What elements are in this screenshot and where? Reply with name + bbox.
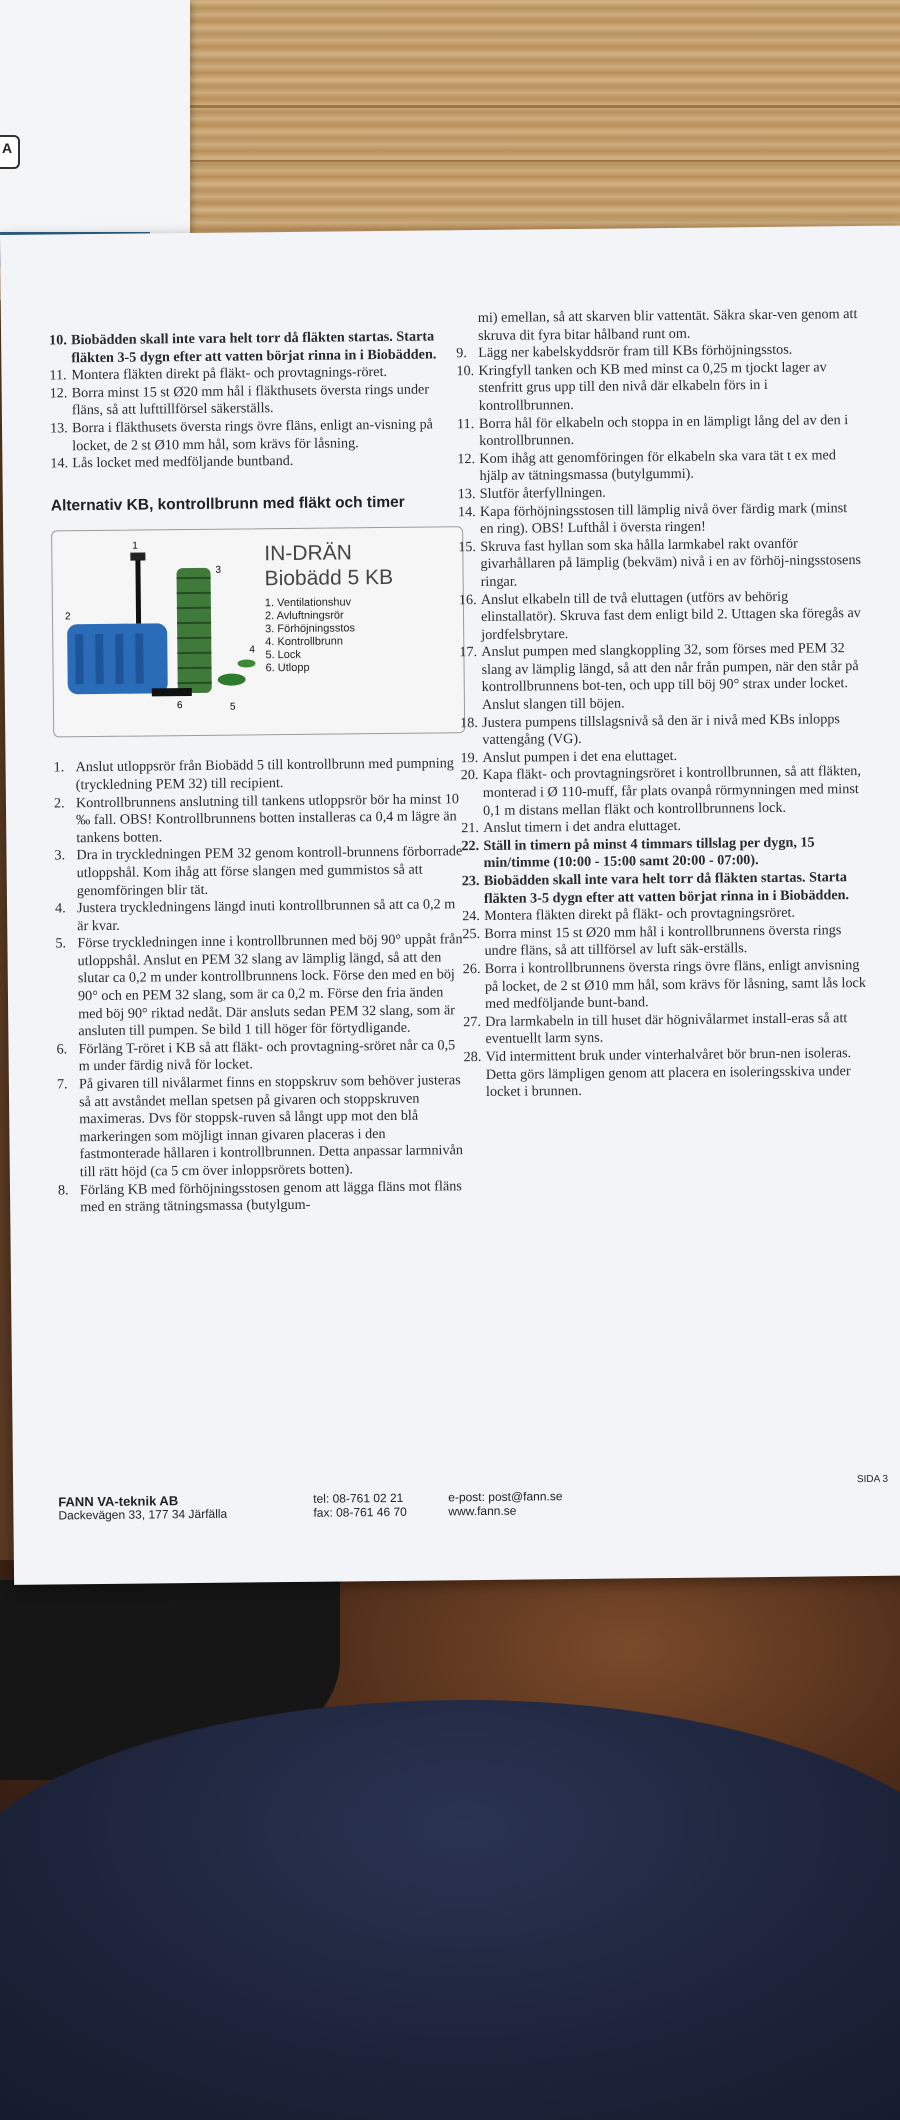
- list-item-text: Anslut pumpen i det ena eluttaget.: [482, 747, 678, 766]
- list-item-text: Anslut elkabeln till de två eluttagen (utförs av behörig elinstallatör). Skruva fast dem enligt bild 2. Uttagen ska föregås av jordfelsbrytare.: [480, 588, 861, 643]
- callout-number: 4: [249, 644, 255, 656]
- list-item-text: Borra minst 15 st Ø20 mm hål i fläkthusets översta rings under fläns, så att lufttillförsel säkerställs.: [71, 381, 430, 419]
- manual-page: [0, 226, 900, 1585]
- list-item: [460, 711, 865, 750]
- list-item: [457, 412, 862, 451]
- list-item: [463, 957, 869, 1014]
- list-item: [53, 756, 463, 795]
- email-address: e-post: post@fann.se: [448, 1489, 563, 1505]
- list-item-text: Kapa förhöjningsstosen till lämplig nivå över färdig mark (minst en ring). OBS! Lufthål i översta ringen!: [479, 499, 848, 538]
- list-item: [462, 869, 867, 908]
- list-item: [57, 1072, 468, 1182]
- list-item: [56, 1037, 466, 1076]
- list-item-text: Lås locket med medföljande buntband.: [72, 453, 294, 472]
- callout-number: 6: [176, 700, 183, 712]
- list-item: [50, 381, 460, 420]
- list-item-number: 11.: [49, 367, 67, 384]
- list-item: [461, 763, 867, 820]
- list-item-text: Dra larmkabeln in till huset där högnivålarmet install-eras så att eventuellt larm syns.: [485, 1009, 848, 1048]
- list-item-number: 17.: [459, 644, 478, 661]
- list-item-text: Förläng T-röret i KB så att fläkt- och provtagning-sröret når ca 0,5 m under färdig nivå för locket.: [78, 1037, 456, 1075]
- list-item-text: Borra hål för elkabeln och stoppa in en lämpligt lång del av den i kontrollbrunnen.: [478, 411, 849, 450]
- list-item-text: Vid intermittent bruk under vinterhalvåret bör brun-nen isoleras. Detta görs lämpligen genom att placera en isoleringsskiva under locket i brunnen.: [485, 1045, 852, 1101]
- fax-number: fax: 08-761 46 70: [313, 1504, 407, 1520]
- list-item-number: 10.: [49, 332, 67, 349]
- list-item: [54, 791, 465, 848]
- list-item-number: 12.: [457, 450, 476, 467]
- lid-icon: [237, 660, 255, 668]
- callout-number: 3: [215, 565, 222, 577]
- list-item-number: 19.: [460, 749, 479, 767]
- page-number: SIDA 3: [856, 1473, 889, 1486]
- tank-rib: [75, 634, 84, 684]
- tank-rib: [95, 634, 104, 684]
- legend-item: 6. Utlopp: [265, 662, 310, 675]
- list-item-text: Ställ in timern på minst 4 timmars tillslag per dygn, 15 min/timme (10:00 - 15:00 samt 20:00 - 07:00).: [483, 834, 815, 872]
- background-paper-sheet: [0, 0, 190, 250]
- list-item-text: Montera fläkten direkt på fläkt- och provtagningsröret.: [484, 904, 796, 925]
- list-item: [50, 451, 460, 473]
- list-item-number: 6.: [56, 1041, 68, 1058]
- list-item-text: Borra i fläkthusets översta rings övre fläns, enligt an-visning på locket, de 2 st Ø10 mm hål, som krävs för låsning.: [71, 416, 434, 454]
- list-item-text: Montera fläkten direkt på fläkt- och provtagnings-röret.: [71, 364, 388, 384]
- list-item-text: Borra minst 15 st Ø20 mm hål i kontrollbrunnens översta rings undre fläns, så att tillförsel av luft säk-erställs.: [484, 922, 842, 960]
- list-item-text: Biobädden skall inte vara helt torr då fläkten startas. Starta fläkten 3-5 dygn efter att vatten börjat rinna in i Biobädden.: [483, 869, 850, 907]
- legend-item: 2. Avluftningsrör: [264, 609, 344, 623]
- knee-jeans: [0, 1700, 900, 2120]
- list-item-number: 13.: [49, 420, 68, 437]
- list-item-number: 16.: [458, 591, 477, 608]
- list-item-text: Lägg ner kabelskyddsrör fram till KBs förhöjningsstos.: [478, 341, 793, 362]
- list-item-number: 12.: [49, 385, 68, 402]
- list-item: [54, 843, 465, 900]
- legend-item: 4. Kontrollbrunn: [265, 635, 344, 649]
- list-item: [457, 447, 862, 486]
- list-item-number: 14.: [50, 455, 69, 472]
- list-item: [49, 328, 459, 367]
- phone-number: tel: 08-761 02 21: [313, 1490, 404, 1506]
- list-item-text: Dra in tryckledningen PEM 32 genom kontroll-brunnens förborrade utloppshål. Kom ihåg att förse slangen med gummistos så att genomföringen blir tät.: [76, 843, 463, 899]
- outlet-pipe: [152, 688, 192, 696]
- list-item-number: 18.: [460, 714, 478, 731]
- list-item-text: Kontrollbrunnens anslutning till tankens utloppsrör bör ha minst 10 ‰ fall. OBS! Kontrollbrunnens botten installeras ca 0,4 m lägre än tankens botten.: [75, 790, 460, 846]
- figure-title-line: Biobädd 5 KB: [264, 566, 394, 591]
- paragraph-text: mi) emellan, så att skarven blir vattentät. Säkra skar-ven genom att skruva dit fyra bitar hålband runt om.: [477, 306, 858, 344]
- tank-rib: [135, 634, 144, 684]
- list-item-text: På givaren till nivålarmet finns en stoppskruv som behöver justeras så att avståndet mellan spetsen på givaren och stoppskruven maximeras. Dvs för stoppsk-ruven så långt upp mot den blå markeringen som möjligt innan givaren placeras i den fastmonterade hållaren i kontrollbrunnen. Detta anpassar larmnivån till rätt höjd (ca 5 cm över inloppsrörets botten).: [78, 1072, 464, 1181]
- list-item-number: 23.: [461, 873, 480, 890]
- spacer: [456, 310, 478, 345]
- legend-item: 3. Förhöjningsstos: [265, 622, 356, 636]
- corner-mark-icon: A: [0, 135, 20, 169]
- steps-list-kb-continued: [456, 341, 869, 1102]
- legend-item: 5. Lock: [265, 649, 301, 662]
- list-item-text: Kringfyll tanken och KB med minst ca 0,25 m tjockt lager av stenfritt grus upp till den nivå där elkabeln förs in i kontrollbrunnen.: [478, 359, 827, 414]
- product-figure: [51, 527, 465, 738]
- list-item-text: Kapa fläkt- och provtagningsröret i kontrollbrunnen, så att fläkten, monterad i Ø 110-muff, får plats ovanpå rörmynningen med minst 0,1 m distans mellan fläkt och kontrollbrunnens lock.: [482, 763, 861, 819]
- list-item-number: 4.: [54, 900, 66, 917]
- list-item-number: 13.: [457, 485, 476, 503]
- website-link: www.fann.se: [448, 1503, 517, 1519]
- list-item: [462, 922, 867, 961]
- list-item-number: 7.: [56, 1076, 68, 1093]
- list-item-number: 11.: [456, 415, 475, 432]
- callout-number: 1: [132, 540, 138, 552]
- figure-title: [264, 540, 393, 591]
- list-item: [55, 896, 465, 935]
- list-item: [464, 1045, 870, 1102]
- list-item: [55, 931, 466, 1041]
- list-item-text: Skruva fast hyllan som ska hålla larmkabel rakt ovanför givarhållaren på lämplig (bekväm) nivå i en av förhöj-ningsstosens ringar.: [480, 535, 862, 590]
- vent-pipe: [135, 559, 141, 624]
- list-item: [459, 587, 865, 644]
- figure-title-line: IN-DRÄN: [264, 541, 352, 566]
- list-item-number: 22.: [461, 837, 480, 855]
- list-item-number: 20.: [460, 767, 479, 784]
- list-item-text: Biobädden skall inte vara helt torr då fläkten startas. Starta fläkten 3-5 dygn efter att vatten börjat rinna in i Biobädden.: [71, 328, 437, 366]
- list-item-number: 25.: [462, 925, 481, 942]
- left-column: [49, 328, 468, 1217]
- right-column: [456, 306, 869, 1102]
- list-item-number: 28.: [463, 1048, 482, 1066]
- list-item: [458, 500, 863, 539]
- company-name: FANN VA-teknik AB: [58, 1493, 179, 1510]
- list-item: [456, 359, 862, 416]
- list-item-number: 21.: [461, 820, 480, 837]
- list-item-text: Anslut utloppsrör från Biobädd 5 till kontrollbrunn med pumpning (tryckledning PEM 32) till recipient.: [75, 755, 454, 794]
- list-item-number: 14.: [457, 503, 476, 520]
- page-footer: [58, 1473, 889, 1523]
- list-item-number: 26.: [462, 960, 481, 978]
- list-item-text: Anslut timern i det andra eluttaget.: [483, 818, 682, 837]
- list-item-text: Justera pumpens tillslagsnivå så den är i nivå med KBs inlopps vattengång (VG).: [482, 710, 840, 749]
- list-item-text: Förläng KB med förhöjningsstosen genom att lägga fläns mot fläns med en sträng tätningsmassa (butylgum-: [79, 1177, 462, 1216]
- list-item-text: Justera tryckledningens längd inuti kontrollbrunnen så att ca 0,2 m är kvar.: [76, 896, 456, 934]
- continued-paragraph: [456, 306, 861, 345]
- steps-list-kb: [53, 756, 468, 1218]
- steps-list-biobadd: [49, 328, 460, 473]
- list-item: [458, 535, 864, 592]
- list-item-text: Anslut pumpen med slangkoppling 32, som förses med PEM 32 slang av lämplig längd, så att den når från pumpen, när den står på kontrollbrunnens bot-ten, och upp till böj 90° strax under locket. Anslut slangen till böjen.: [481, 640, 859, 714]
- figure-legend: [265, 597, 356, 676]
- list-item-number: 9.: [456, 345, 467, 362]
- list-item-number: 24.: [462, 908, 480, 925]
- list-item-number: 27.: [463, 1013, 482, 1030]
- list-item-number: 3.: [54, 847, 66, 864]
- list-item: [461, 834, 866, 873]
- list-item-text: Förse tryckledningen inne i kontrollbrunnen med böj 90° uppåt från utloppshål. Anslut en PEM 32 slang av lämplig längd, så att den slutar ca 0,2 m under kontrollbrunnens lock. Förse den med en böj 90° och en PEM 32 slang, som är ca 0,2 m. Förse den fria änden med böj 90° riktad nedåt. Där ansluts sedan PEM 32 slang, som är ansluten till pumpen. Se bild 1 till höger för förtydligande.: [77, 931, 463, 1040]
- control-well-shape: [177, 568, 212, 693]
- list-item-text: Kom ihåg att genomföringen för elkabeln ska vara tät t ex med hjälp av tätningsmassa (butylgummi).: [479, 447, 836, 485]
- vent-cap-icon: [130, 553, 145, 561]
- callout-number: 5: [229, 701, 236, 713]
- company-address: Dackevägen 33, 177 34 Järfälla: [58, 1506, 228, 1523]
- list-item-text: Slutför återfyllningen.: [479, 484, 606, 502]
- legend-item: 1. Ventilationshuv: [264, 596, 352, 610]
- list-item-number: 2.: [53, 794, 65, 811]
- biobadd-illustration: [60, 538, 262, 730]
- list-item: [58, 1178, 468, 1217]
- list-item-number: 1.: [53, 759, 65, 776]
- list-item-number: 5.: [55, 935, 67, 952]
- list-item: [50, 416, 460, 455]
- list-item-text: Borra i kontrollbrunnens översta rings övre fläns, enligt anvisning på locket, de 2 st Ø10 mm hål, som krävs för låsning, samt lås lock med medföljande bunt-band.: [484, 957, 866, 1013]
- section-heading: Alternativ KB, kontrollbrunn med fläkt och timer: [50, 493, 405, 515]
- list-item-number: 10.: [456, 362, 475, 380]
- list-item-number: 15.: [458, 538, 477, 555]
- tank-rib: [115, 634, 124, 684]
- list-item: [459, 640, 865, 715]
- lid-icon: [218, 674, 246, 686]
- list-item: [463, 1010, 868, 1049]
- callout-number: 2: [64, 611, 71, 623]
- list-item-number: 8.: [57, 1181, 69, 1199]
